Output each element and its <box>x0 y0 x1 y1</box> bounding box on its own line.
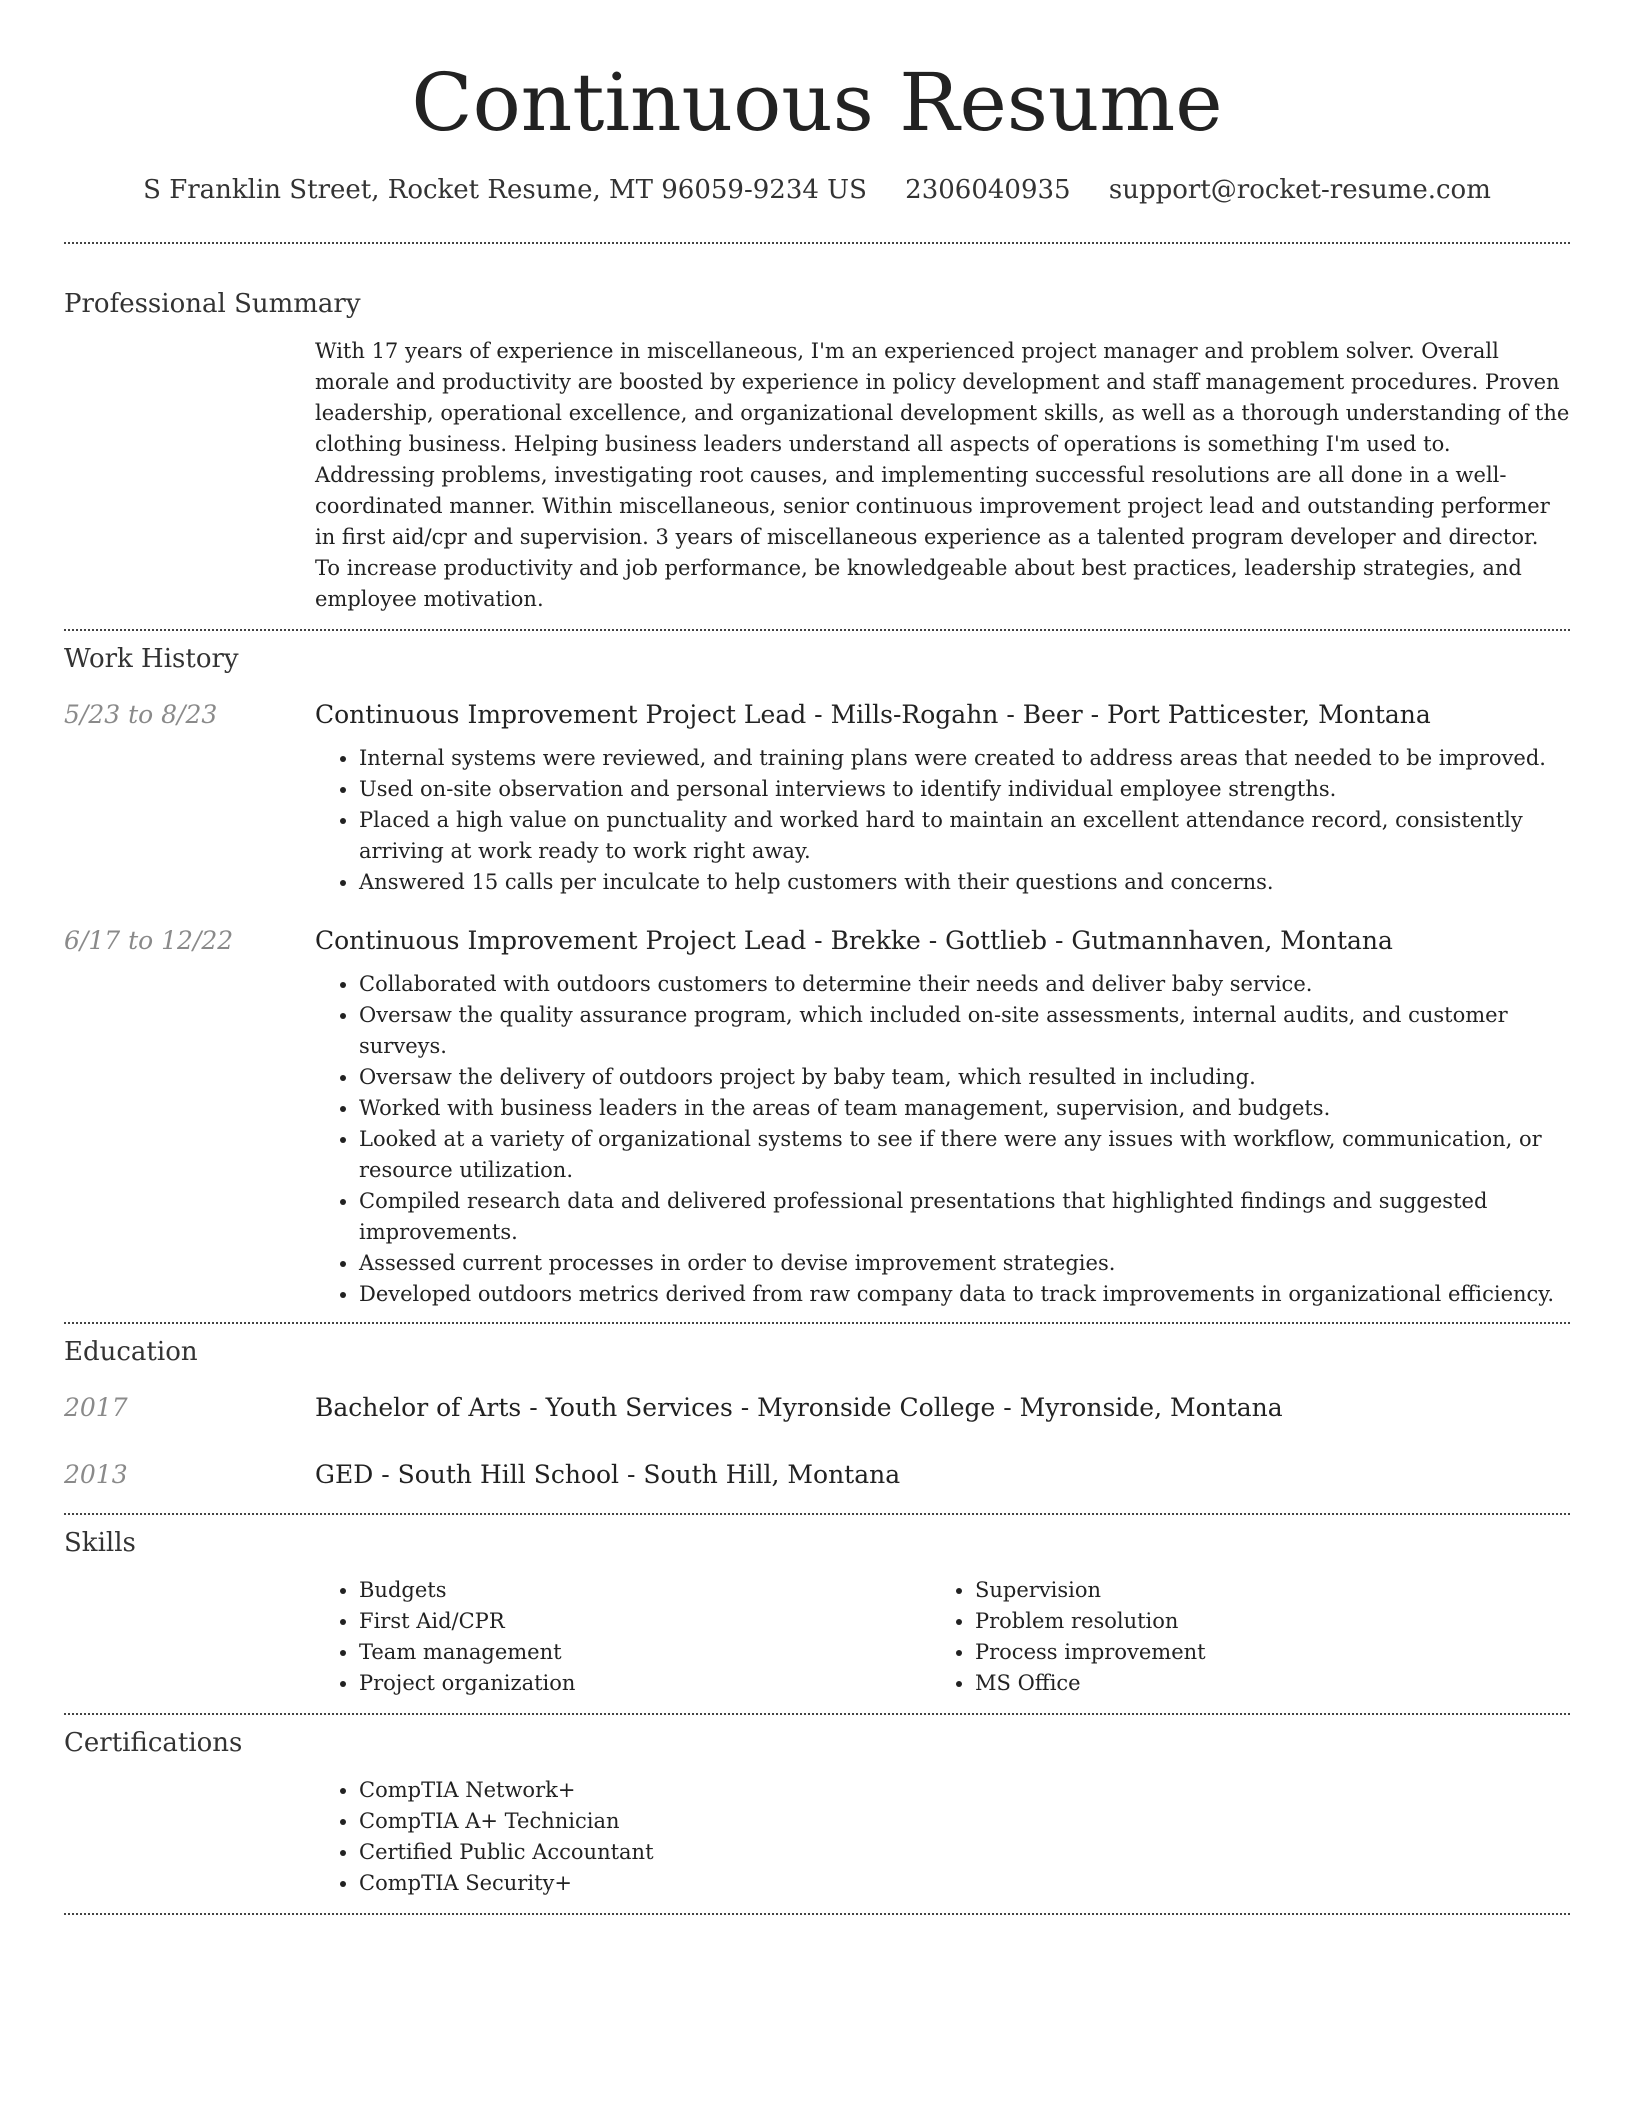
education-heading: Bachelor of Arts - Youth Services - Myronside College - Myronside, Montana <box>315 1393 1283 1422</box>
list-item: • Team management <box>359 1637 931 1668</box>
contact-address: S Franklin Street, Rocket Resume, MT 96059-9234 US <box>143 175 867 205</box>
list-item: • Project organization <box>359 1668 931 1699</box>
job-heading: Continuous Improvement Project Lead - Mills-Rogahn - Beer - Port Patticester, Montana <box>315 700 1431 729</box>
section-divider <box>64 1513 1570 1515</box>
list-item: • Oversaw the delivery of outdoors project by baby team, which resulted in including. <box>359 1062 1570 1093</box>
list-item: • Looked at a variety of organizational systems to see if there were any issues with workflow, communication, or resource utilization. <box>359 1124 1570 1186</box>
list-item: • Worked with business leaders in the areas of team management, supervision, and budgets. <box>359 1093 1570 1124</box>
section-divider <box>64 1322 1570 1324</box>
contact-email: support@rocket-resume.com <box>1108 175 1491 205</box>
candidate-name: Continuous Resume <box>411 56 1223 149</box>
list-item: • Collaborated with outdoors customers to determine their needs and deliver baby service. <box>359 969 1570 1000</box>
education-section <box>64 1334 1570 1493</box>
section-title-education: Education <box>64 1337 198 1367</box>
list-item: • Used on-site observation and personal interviews to identify individual employee strengths. <box>359 774 1570 805</box>
section-title-work-history: Work History <box>64 644 239 674</box>
job-bullets <box>315 969 1570 1310</box>
section-divider <box>64 1913 1570 1915</box>
job-entry <box>64 697 1570 898</box>
job-date: 6/17 to 12/22 <box>64 926 234 955</box>
summary-section <box>64 286 1570 615</box>
list-item: • First Aid/CPR <box>359 1606 931 1637</box>
job-heading: Continuous Improvement Project Lead - Brekke - Gottlieb - Gutmannhaven, Montana <box>315 926 1393 955</box>
list-item: • Supervision <box>975 1575 1547 1606</box>
contact-line <box>64 172 1570 208</box>
section-divider <box>64 242 1570 244</box>
resume-page <box>64 0 1570 1915</box>
job-date: 5/23 to 8/23 <box>64 700 218 729</box>
summary-text: With 17 years of experience in miscellaneous, I'm an experienced project manager and problem solver. Overall morale and productivity are boosted by experience in policy development and staff management procedures. Proven leadership, operational excellence, and organizational development skills, as well as a thorough understanding of the clothing business. Helping business leaders understand all aspects of operations is something I'm used to. Addressing problems, investigating root causes, and implementing successful resolutions are all done in a well-coordinated manner. Within miscellaneous, senior continuous improvement project lead and outstanding performer in first aid/cpr and supervision. 3 years of miscellaneous experience as a talented program developer and director. To increase productivity and job performance, be knowledgeable about best practices, leadership strategies, and employee motivation. <box>315 339 1570 611</box>
education-entry <box>64 1390 1570 1426</box>
list-item: • Budgets <box>359 1575 931 1606</box>
list-item: • Developed outdoors metrics derived from raw company data to track improvements in organizational efficiency. <box>359 1279 1570 1310</box>
education-year: 2017 <box>64 1393 128 1422</box>
certifications-section <box>64 1725 1570 1899</box>
job-bullets <box>315 743 1570 898</box>
list-item: • Certified Public Accountant <box>359 1837 1570 1868</box>
list-item: • Internal systems were reviewed, and training plans were created to address areas that needed to be improved. <box>359 743 1570 774</box>
section-divider <box>64 1713 1570 1715</box>
skills-column-right <box>931 1575 1547 1699</box>
list-item: • MS Office <box>975 1668 1547 1699</box>
section-title-summary: Professional Summary <box>64 289 361 319</box>
list-item: • Assessed current processes in order to devise improvement strategies. <box>359 1248 1570 1279</box>
work-history-section <box>64 641 1570 1310</box>
education-year: 2013 <box>64 1460 128 1489</box>
skills-column-left <box>315 1575 931 1699</box>
job-entry <box>64 923 1570 1310</box>
list-item: • Placed a high value on punctuality and worked hard to maintain an excellent attendance record, consistently arriving at work ready to work right away. <box>359 805 1570 867</box>
skills-grid <box>315 1575 1570 1699</box>
education-heading: GED - South Hill School - South Hill, Montana <box>315 1460 901 1489</box>
list-item: • Oversaw the quality assurance program, which included on-site assessments, internal audits, and customer surveys. <box>359 1000 1570 1062</box>
list-item: • CompTIA Security+ <box>359 1868 1570 1899</box>
list-item: • Answered 15 calls per inculcate to help customers with their questions and concerns. <box>359 867 1570 898</box>
list-item: • Process improvement <box>975 1637 1547 1668</box>
education-entry <box>64 1457 1570 1493</box>
section-title-skills: Skills <box>64 1528 136 1558</box>
contact-phone: 2306040935 <box>905 175 1071 205</box>
list-item: • CompTIA A+ Technician <box>359 1806 1570 1837</box>
list-item: • Compiled research data and delivered professional presentations that highlighted findings and suggested improvements. <box>359 1186 1570 1248</box>
skills-section <box>64 1525 1570 1699</box>
list-item: • Problem resolution <box>975 1606 1547 1637</box>
list-item: • CompTIA Network+ <box>359 1775 1570 1806</box>
section-divider <box>64 629 1570 631</box>
certifications-list <box>315 1775 1570 1899</box>
section-title-certifications: Certifications <box>64 1728 243 1758</box>
